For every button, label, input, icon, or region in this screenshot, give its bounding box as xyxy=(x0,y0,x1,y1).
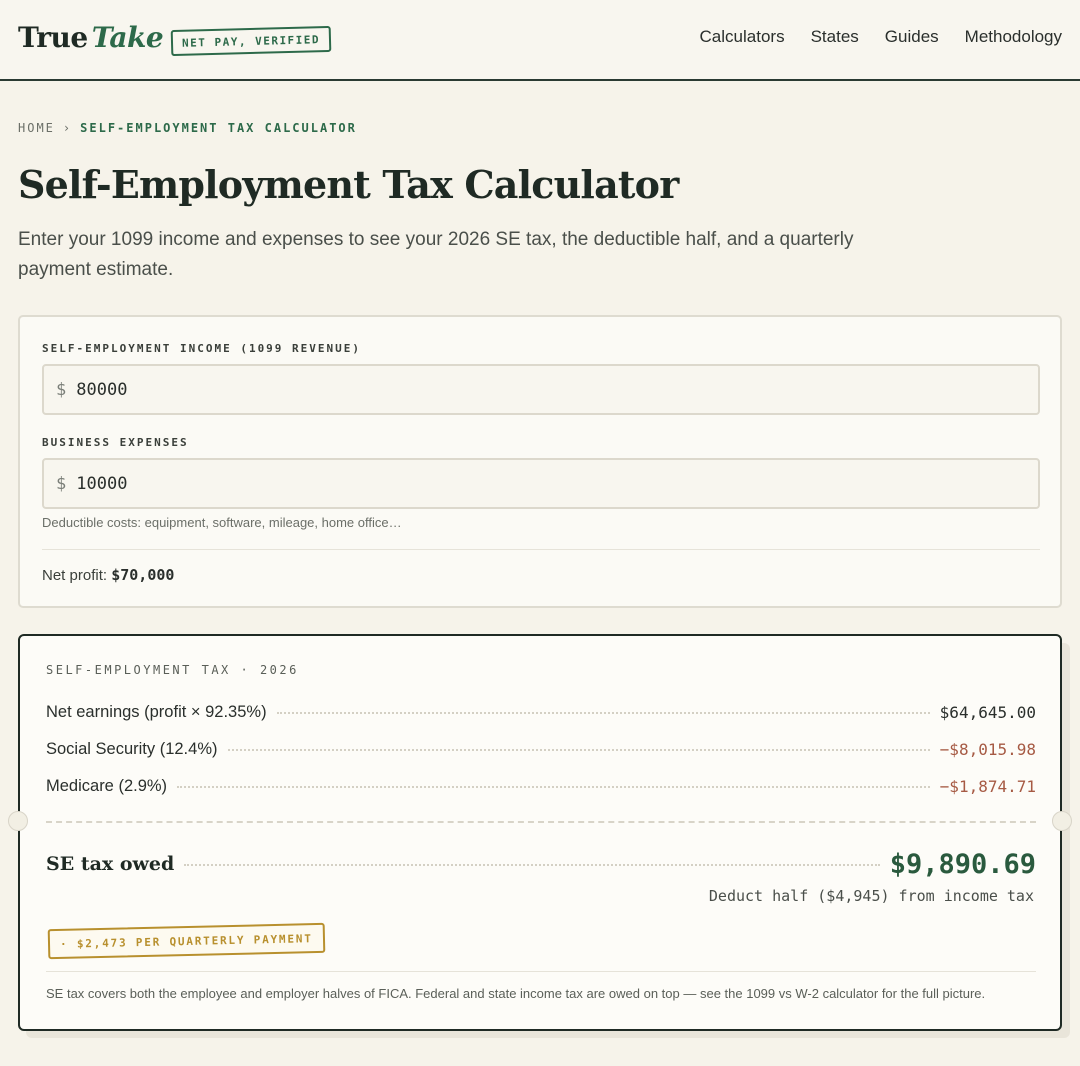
income-field[interactable] xyxy=(42,364,1040,415)
net-profit-value: $70,000 xyxy=(111,566,175,584)
expenses-help-text: Deductible costs: equipment, software, mileage, home office… xyxy=(42,515,402,530)
income-currency-prefix: $ xyxy=(56,379,67,400)
page-subtitle: Enter your 1099 income and expenses to see your 2026 SE tax, the deductible half, and a quarterly payment estimate. xyxy=(18,229,854,280)
social-security-value: −$8,015.98 xyxy=(939,739,1036,759)
result-row-net-earnings xyxy=(46,700,1036,724)
income-label: SELF-EMPLOYMENT INCOME (1099 REVENUE) xyxy=(42,342,362,355)
expenses-input[interactable] xyxy=(76,474,976,494)
brand-badge: NET PAY, VERIFIED xyxy=(171,26,332,56)
social-security-label: Social Security (12.4%) xyxy=(46,739,218,758)
breadcrumb-separator: › xyxy=(62,121,73,135)
net-earnings-value: $64,645.00 xyxy=(939,702,1036,722)
expenses-label: BUSINESS EXPENSES xyxy=(42,436,189,449)
se-tax-owed-value: $9,890.69 xyxy=(889,848,1036,880)
nav-link-methodology[interactable]: Methodology xyxy=(964,27,1062,46)
dot-leader xyxy=(277,712,930,714)
input-card-divider xyxy=(42,549,1040,550)
expenses-currency-prefix: $ xyxy=(56,473,67,494)
nav-link-states[interactable]: States xyxy=(810,27,859,46)
main-nav xyxy=(700,27,1062,47)
page-title: Self-Employment Tax Calculator xyxy=(18,162,679,207)
net-earnings-label: Net earnings (profit × 92.35%) xyxy=(46,702,267,721)
brand-name-take: Take xyxy=(91,20,164,54)
perforation-notch-right xyxy=(1052,811,1072,831)
medicare-label: Medicare (2.9%) xyxy=(46,776,168,795)
perforation-line xyxy=(46,821,1036,823)
result-card xyxy=(18,634,1062,1031)
dot-leader xyxy=(228,749,930,751)
deduct-half-note: Deduct half ($4,945) from income tax xyxy=(708,887,1034,905)
result-heading: SELF-EMPLOYMENT TAX · 2026 xyxy=(46,663,299,677)
quarterly-payment-stamp: · $2,473 PER QUARTERLY PAYMENT xyxy=(48,923,325,959)
se-tax-owed-label: SE tax owed xyxy=(46,853,175,875)
result-card-divider xyxy=(46,971,1036,972)
dot-leader xyxy=(184,864,879,866)
brand-name-true: True xyxy=(18,20,88,54)
nav-link-calculators[interactable]: Calculators xyxy=(699,27,785,46)
breadcrumb-home[interactable]: HOME xyxy=(18,121,55,135)
brand-logo[interactable] xyxy=(18,20,331,54)
medicare-value: −$1,874.71 xyxy=(939,776,1036,796)
breadcrumb-current: SELF-EMPLOYMENT TAX CALCULATOR xyxy=(80,121,357,135)
perforation-notch-left xyxy=(8,811,28,831)
nav-link-guides[interactable]: Guides xyxy=(884,27,939,46)
income-input[interactable] xyxy=(76,380,976,400)
result-footnote: SE tax covers both the employee and employer halves of FICA. Federal and state income tax are owed on top — see the 1099 vs W-2 calculator for the full picture. xyxy=(46,986,986,1001)
result-row-social-security xyxy=(46,737,1036,761)
result-row-medicare xyxy=(46,774,1036,798)
net-profit-summary xyxy=(42,566,174,584)
input-card xyxy=(18,315,1062,608)
se-tax-owed-row xyxy=(46,846,1036,882)
dot-leader xyxy=(177,786,930,788)
net-profit-label: Net profit: xyxy=(42,567,108,584)
breadcrumb xyxy=(18,121,357,135)
site-header xyxy=(0,0,1080,81)
expenses-field[interactable] xyxy=(42,458,1040,509)
